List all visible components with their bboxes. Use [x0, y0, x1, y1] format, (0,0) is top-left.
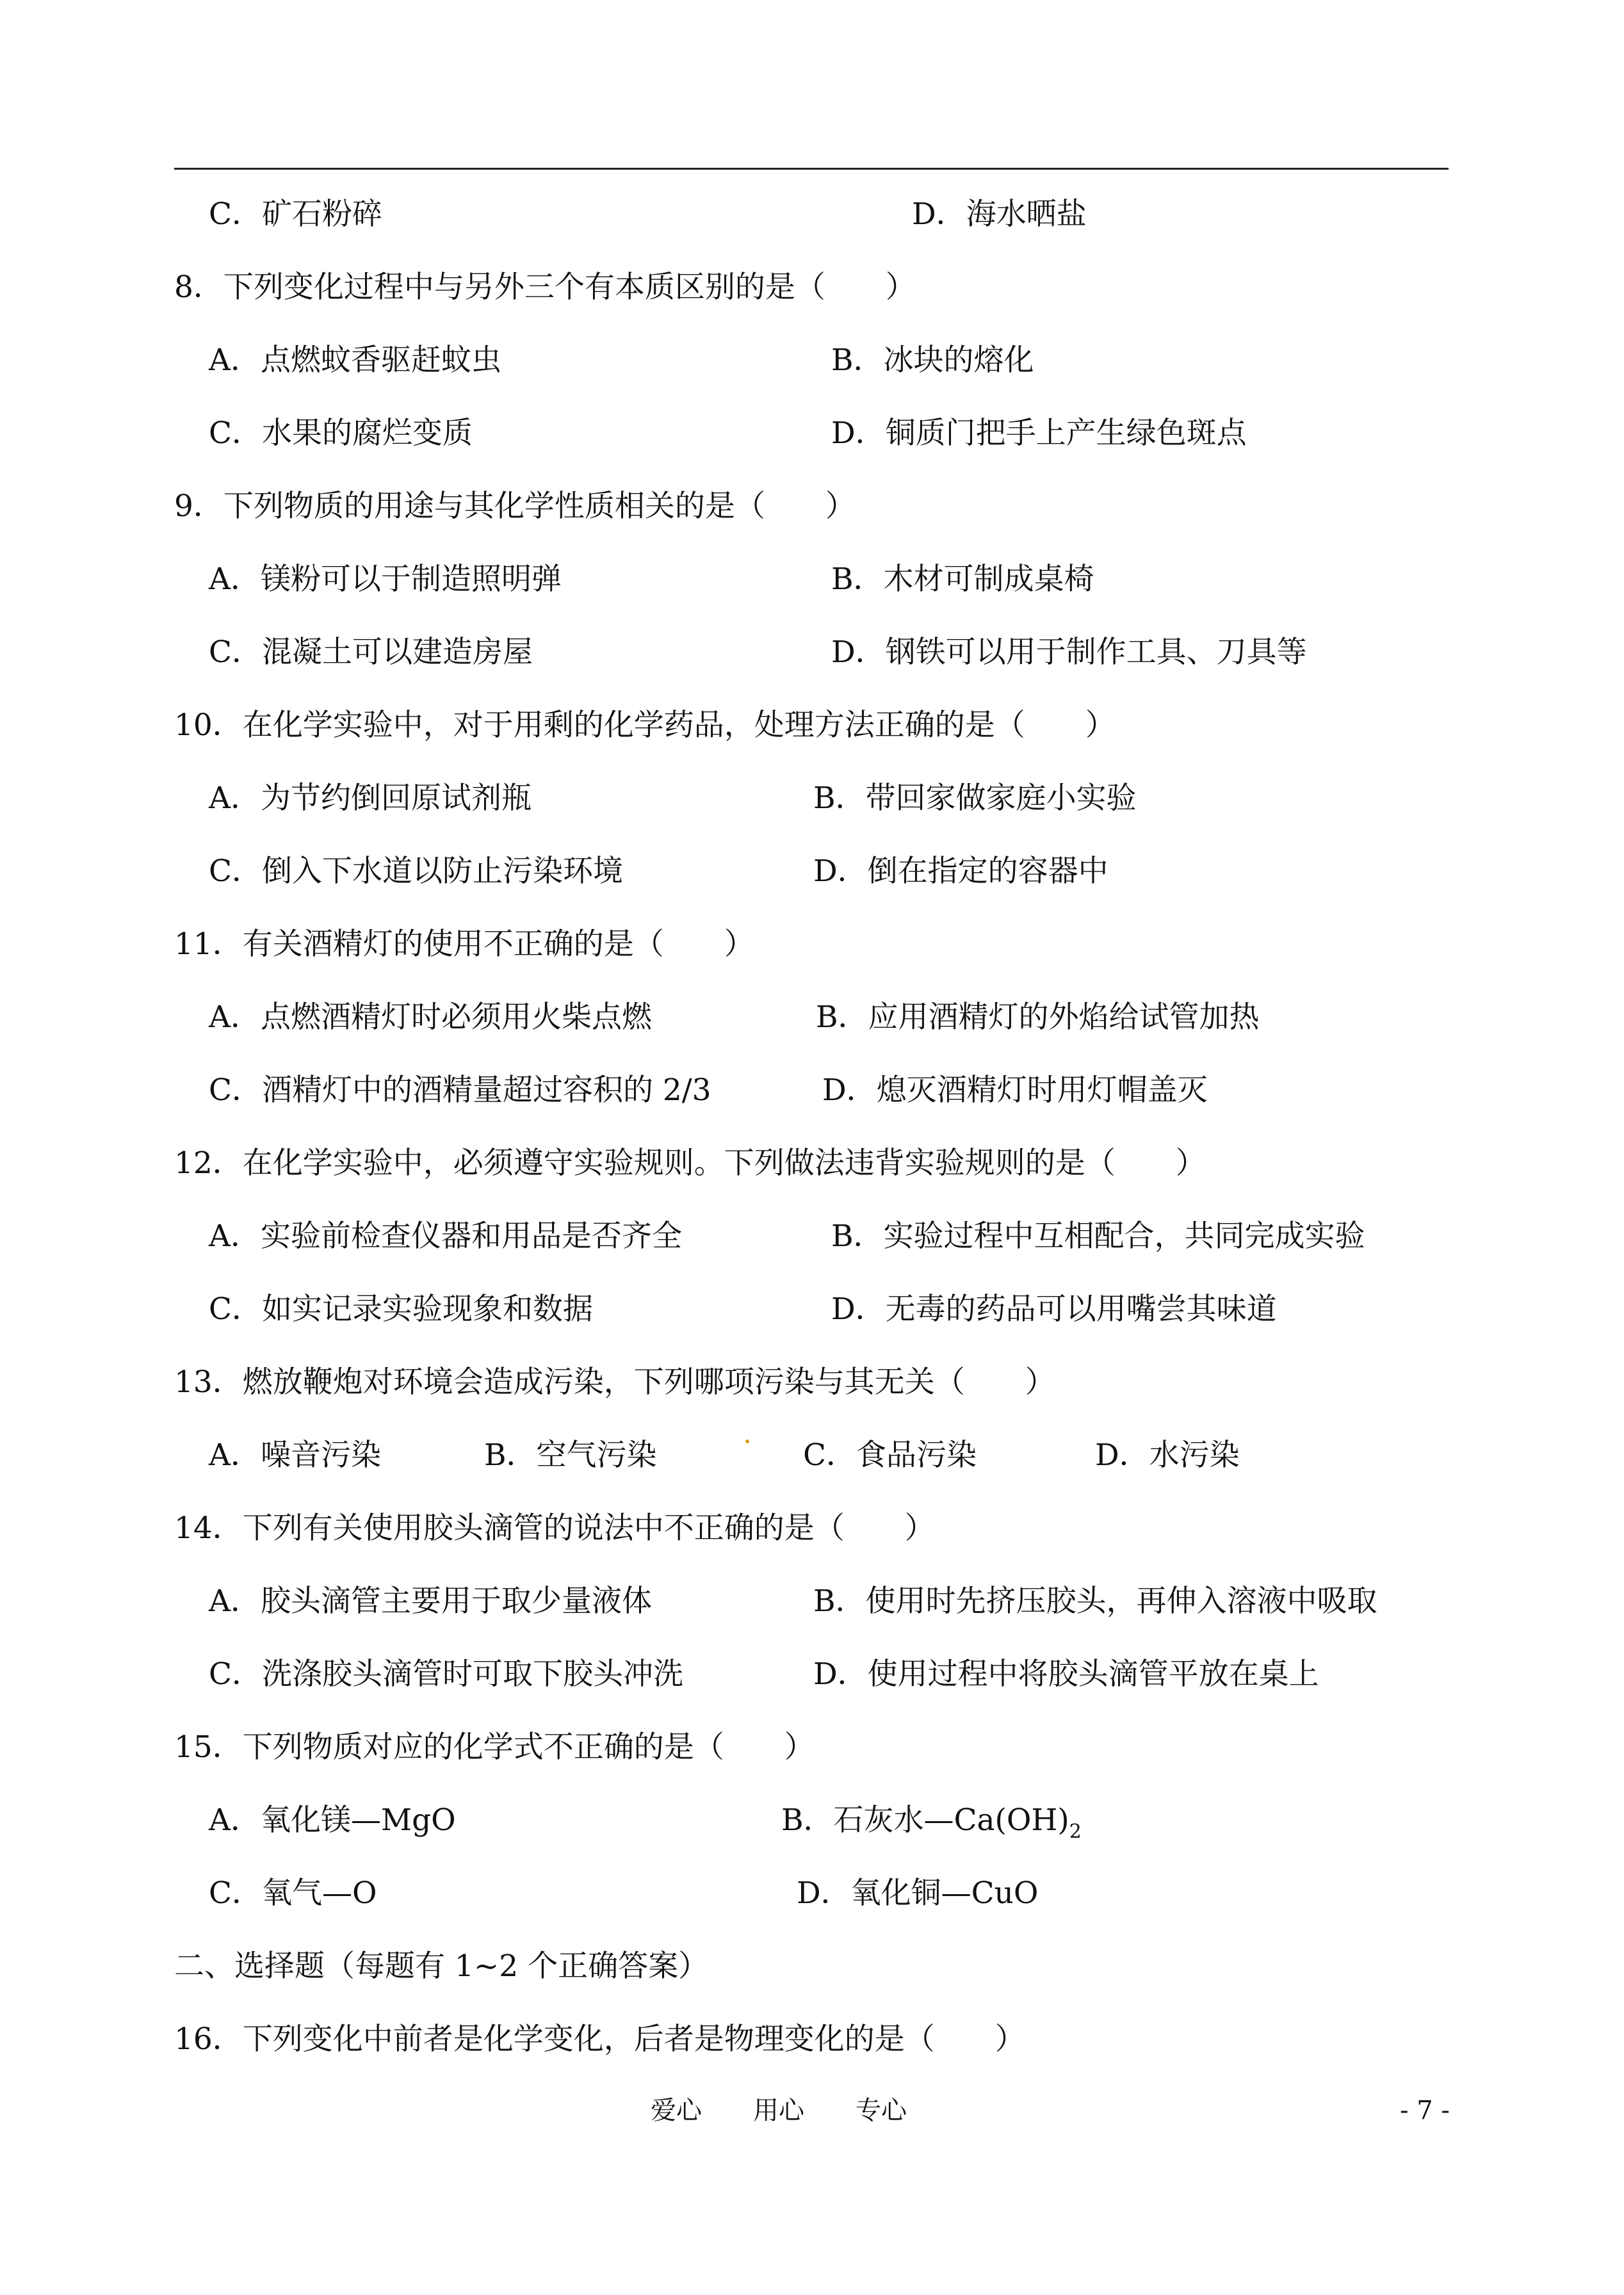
option-d: D．钢铁可以用于制作工具、刀具等 [831, 635, 1307, 670]
subscript: 2 [1069, 1821, 1082, 1843]
stray-dot [745, 1439, 749, 1443]
page-number: - 7 - [1400, 2096, 1450, 2125]
option-a: A．点燃蚊香驱赶蚊虫 [209, 343, 501, 378]
question-stem: 15．下列物质对应的化学式不正确的是（ ） [174, 1730, 815, 1765]
option-b: B．木材可制成桌椅 [831, 562, 1094, 597]
option-a: A．实验前检查仪器和用品是否齐全 [209, 1219, 682, 1254]
option-d: D．倒在指定的容器中 [813, 854, 1108, 889]
option-d: D．氧化铜—CuO [797, 1876, 1039, 1911]
question-stem: 14．下列有关使用胶头滴管的说法中不正确的是（ ） [174, 1511, 935, 1546]
option-c: C．氧气—O [209, 1876, 377, 1911]
option-d: D．熄灭酒精灯时用灯帽盖灭 [822, 1073, 1208, 1108]
option-b: B．冰块的熔化 [831, 343, 1034, 378]
option-a: A．镁粉可以于制造照明弹 [209, 562, 562, 597]
question-stem: 10．在化学实验中，对于用剩的化学药品，处理方法正确的是（ ） [174, 708, 1116, 743]
option-d: D．使用过程中将胶头滴管平放在桌上 [813, 1657, 1319, 1692]
option-c: C．倒入下水道以防止污染环境 [209, 854, 623, 889]
option-b: B．实验过程中互相配合，共同完成实验 [831, 1219, 1365, 1254]
option-d: D．海水晒盐 [912, 197, 1087, 232]
question-stem: 8．下列变化过程中与另外三个有本质区别的是（ ） [174, 270, 916, 305]
footer-motto: 爱心 用心 专心 [651, 2096, 907, 2125]
question-stem: 12．在化学实验中，必须遵守实验规则。下列做法违背实验规则的是（ ） [174, 1146, 1206, 1181]
option-d: D．铜质门把手上产生绿色斑点 [831, 416, 1247, 451]
question-stem: 11．有关酒精灯的使用不正确的是（ ） [174, 927, 754, 962]
option-a: A．胶头滴管主要用于取少量液体 [209, 1584, 652, 1619]
section-heading: 二、选择题（每题有 1~2 个正确答案） [174, 1949, 709, 1984]
option-a: A．为节约倒回原试剂瓶 [209, 781, 532, 816]
option-d: D．无毒的药品可以用嘴尝其味道 [831, 1292, 1277, 1327]
option-c: C．洗涤胶头滴管时可取下胶头冲洗 [209, 1657, 683, 1692]
option-d: D．水污染 [1095, 1438, 1240, 1473]
question-stem: 16．下列变化中前者是化学变化，后者是物理变化的是（ ） [174, 2022, 1025, 2057]
option-a: A．噪音污染 [209, 1438, 381, 1473]
question-stem: 9．下列物质的用途与其化学性质相关的是（ ） [174, 489, 856, 524]
option-c: C．矿石粉碎 [209, 197, 382, 232]
option-c: C．酒精灯中的酒精量超过容积的 2/3 [209, 1073, 711, 1108]
option-c: C．食品污染 [803, 1438, 977, 1473]
option-c: C．水果的腐烂变质 [209, 416, 473, 451]
option-b: B．空气污染 [484, 1438, 657, 1473]
option-b: B．带回家做家庭小实验 [813, 781, 1137, 816]
option-b: B．应用酒精灯的外焰给试管加热 [816, 1000, 1260, 1035]
question-stem: 13．燃放鞭炮对环境会造成污染，下列哪项污染与其无关（ ） [174, 1365, 1055, 1400]
option-c: C．如实记录实验现象和数据 [209, 1292, 593, 1327]
option-a: A．点燃酒精灯时必须用火柴点燃 [209, 1000, 652, 1035]
option-c: C．混凝土可以建造房屋 [209, 635, 533, 670]
option-b: B．使用时先挤压胶头，再伸入溶液中吸取 [813, 1584, 1377, 1619]
option-a: A．氧化镁—MgO [209, 1803, 456, 1838]
option-b [781, 1801, 1082, 1851]
header-rule [174, 168, 1449, 170]
option-b-text: B．石灰水—Ca(OH) [781, 1803, 1069, 1838]
